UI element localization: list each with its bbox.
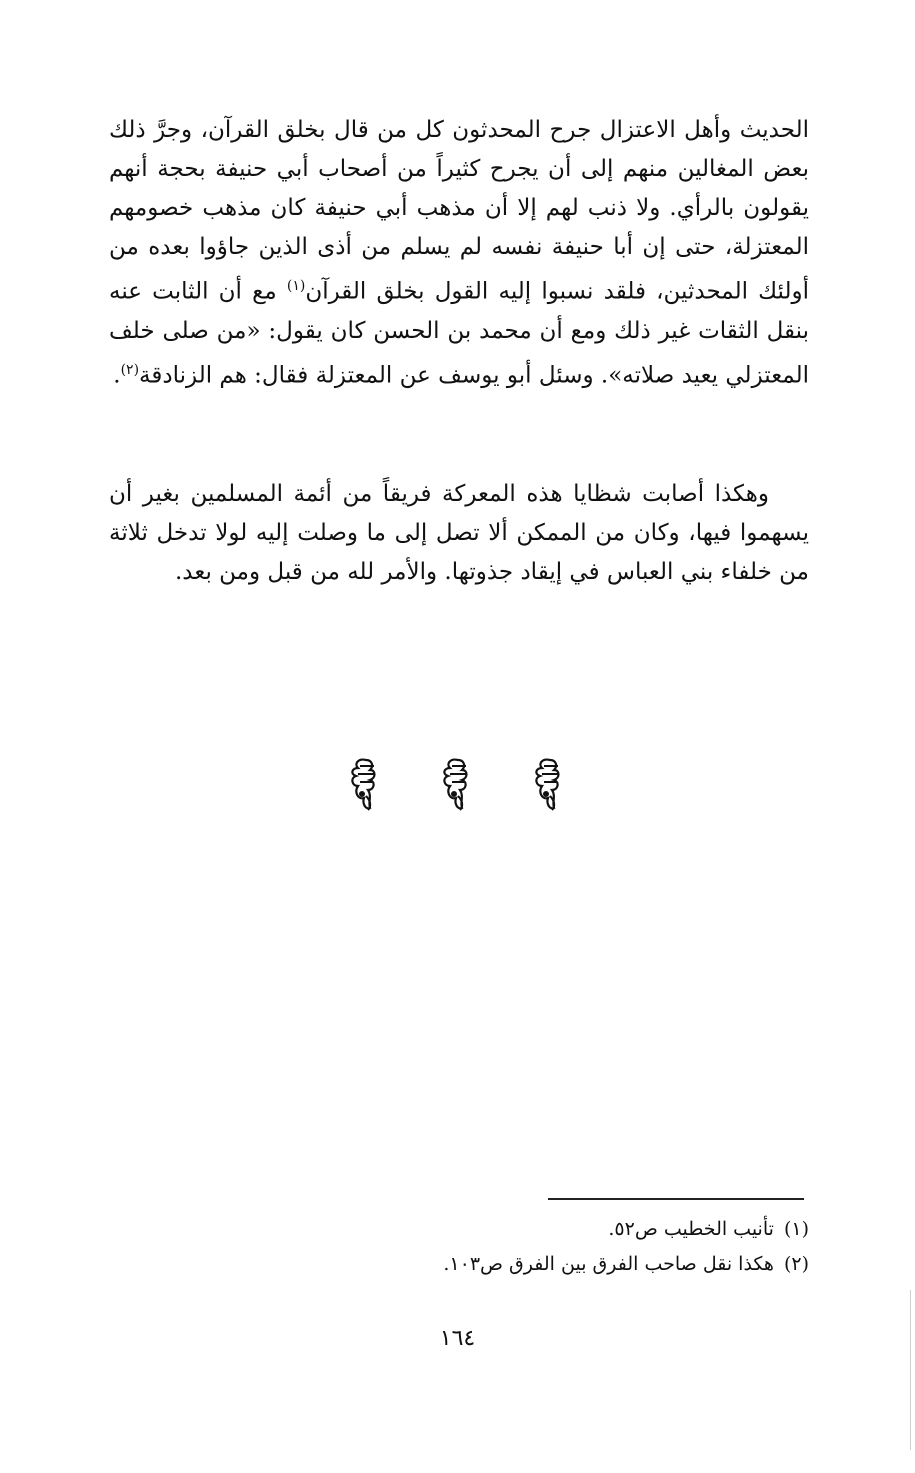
paragraph-1-continuation: مع أن الثابت عنه بنقل الثقات غير ذلك ومع أن محمد بن الحسن كان يقول: «من صلى خلف المعتزلي يعيد صلاته». وسئل أبو يوسف عن المعتزلة فقال: هم الزنادقة: [109, 278, 809, 389]
footnote-divider: [548, 1198, 804, 1200]
footnote-text: هكذا نقل صاحب الفرق بين الفرق ص١٠٣.: [443, 1253, 774, 1275]
footnote-number: (٢): [783, 1253, 809, 1275]
body-paragraph-1: [109, 111, 809, 395]
footnote-ref-1[interactable]: (١): [286, 278, 306, 294]
floral-ornament-icon: [528, 756, 572, 812]
footnote-number: (١): [783, 1218, 809, 1240]
floral-ornament-icon: [344, 756, 388, 812]
footnote-2: [109, 1247, 809, 1282]
page-edge-line: [910, 1290, 911, 1450]
footnote-text: تأنيب الخطيب ص٥٢.: [608, 1218, 774, 1240]
page-number: ١٦٤: [439, 1326, 476, 1351]
paragraph-1-end: .: [113, 362, 121, 389]
section-ornaments: [0, 756, 915, 816]
paragraph-1-text: الحديث وأهل الاعتزال جرح المحدثون كل من قال بخلق القرآن، وجرَّ ذلك بعض المغالين منهم إلى أن يجرح كثيراً من أصحاب أبي حنيفة بحجة أنهم يقولون بالرأي. ولا ذنب لهم إلا أن مذهب أبي حنيفة كان مذهب خصومهم المعتزلة، حتى إن أبا حنيفة نفسه لم يسلم من أذى الذين جاؤوا بعده من أولئك المحدثين، فلقد نسبوا إليه القول بخلق القرآن: [109, 117, 809, 305]
floral-ornament-icon: [436, 756, 480, 812]
footnote-ref-2[interactable]: (٢): [120, 361, 140, 378]
body-paragraph-2: وهكذا أصابت شظايا هذه المعركة فريقاً من أئمة المسلمين بغير أن يسهموا فيها، وكان من الممكن ألا تصل إلى ما وصلت إليه لولا تدخل ثلاثة من خلفاء بني العباس في إيقاد جذوتها. والأمر لله من قبل ومن بعد.: [109, 481, 809, 585]
footnote-1: [109, 1212, 809, 1247]
footnotes-list: [109, 1212, 809, 1282]
